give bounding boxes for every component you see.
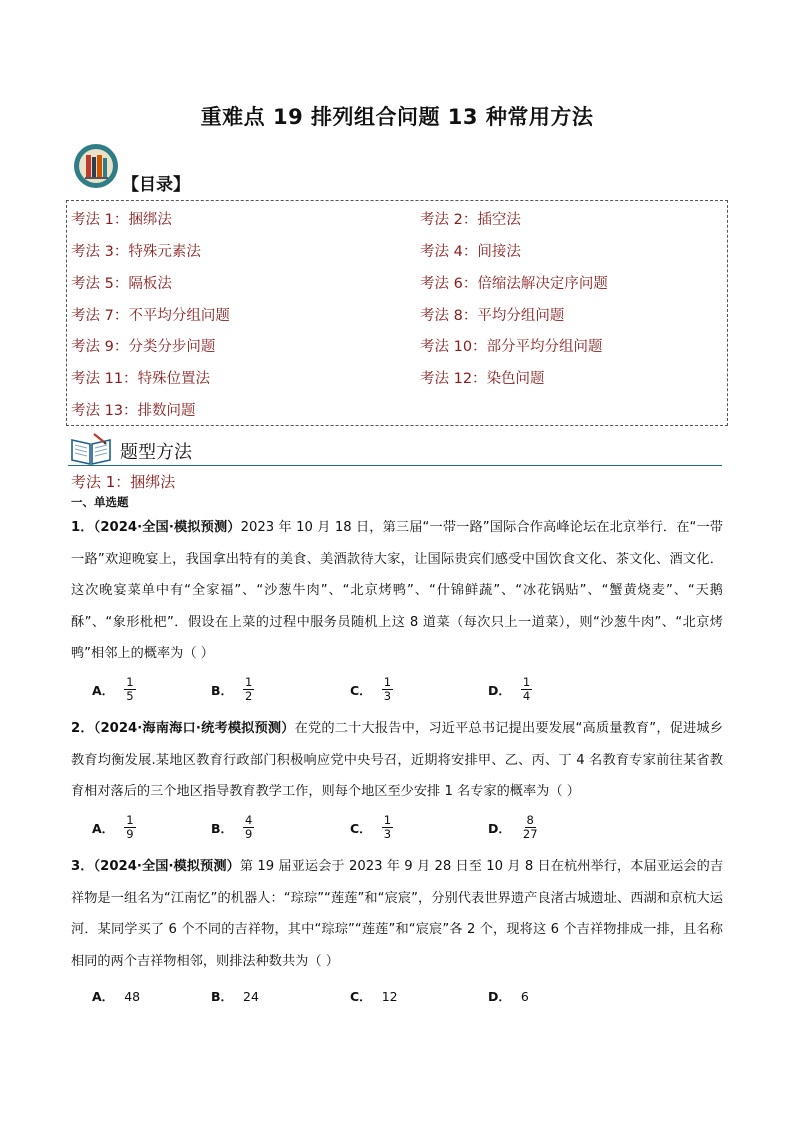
- toc-item-1[interactable]: 考法 1：捆绑法: [71, 212, 172, 228]
- toc-item-10[interactable]: 考法 10：部分平均分组问题: [420, 339, 603, 355]
- toc-item-7[interactable]: 考法 7：不平均分组问题: [71, 308, 230, 324]
- toc-item-11[interactable]: 考法 11：特殊位置法: [71, 371, 211, 387]
- option-d[interactable]: D． $\frac{1}{4}$: [488, 675, 531, 703]
- fraction: $\frac{1}{9}$: [126, 813, 134, 841]
- option-d[interactable]: D． 6: [488, 988, 529, 1004]
- toc-item-12[interactable]: 考法 12：染色问题: [420, 371, 545, 387]
- fraction: $\frac{4}{9}$: [245, 813, 253, 841]
- toc-item-2[interactable]: 考法 2：插空法: [420, 212, 521, 228]
- fraction: $\frac{1}{4}$: [522, 675, 531, 703]
- option-b[interactable]: B． $\frac{1}{2}$: [211, 675, 253, 703]
- toc-item-3[interactable]: 考法 3：特殊元素法: [71, 244, 201, 260]
- toc-item-6[interactable]: 考法 6：倍缩法解决定序问题: [420, 276, 608, 292]
- question-source: （2024·全国·模拟预测）: [93, 520, 241, 535]
- question-text: 2023 年 10 月 18 日，第三届“一带一路”国际合作高峰论坛在北京举行．在“一带一路”欢迎晚宴上，我国拿出特有的美食、美酒款待大家，让国际贵宾们感受中国饮食文化、茶文化、酒文化．这次晚宴菜单中有“全家福”、“沙葱牛肉”、“北京烤鸭”、“什锦鲜蔬”、“冰花锅贴”、“蟹黄烧麦”、“天鹅酥”、“象形枇杷”．假设在上菜的过程中服务员随机上这 8 道菜（每次只上一道菜），则“沙葱牛肉”、“北京烤鸭”相邻上的概率为（ ）: [71, 520, 723, 661]
- page-title: 重难点 19 排列组合问题 13 种常用方法: [200, 105, 594, 129]
- books-icon: [73, 143, 119, 189]
- toc-item-5[interactable]: 考法 5：隔板法: [71, 276, 172, 292]
- option-a[interactable]: A． $\frac{1}{5}$: [92, 675, 134, 703]
- question-2: [71, 713, 723, 808]
- question-source: （2024·全国·模拟预测）: [93, 859, 240, 874]
- options-1: [0, 676, 794, 710]
- method-title: 考法 1：捆绑法: [71, 473, 176, 491]
- option-a[interactable]: A． 48: [92, 988, 141, 1004]
- part-title: 一、单选题: [71, 495, 129, 509]
- question-1: [71, 512, 723, 670]
- toc-label: 【目录】: [122, 175, 190, 195]
- question-number: 1．: [71, 520, 94, 535]
- fraction: $\frac{1}{2}$: [245, 675, 253, 703]
- toc-item-9[interactable]: 考法 9：分类分步问题: [71, 339, 216, 355]
- section-divider: [68, 465, 722, 466]
- question-3: [71, 851, 723, 977]
- open-book-icon: [70, 432, 112, 466]
- options-2: [0, 814, 794, 848]
- options-3: [0, 987, 794, 1007]
- question-number: 3．: [71, 859, 94, 874]
- toc-item-4[interactable]: 考法 4：间接法: [420, 244, 521, 260]
- option-c[interactable]: C． 12: [350, 988, 398, 1004]
- option-b[interactable]: B． $\frac{4}{9}$: [211, 813, 253, 841]
- option-c[interactable]: C． $\frac{1}{3}$: [350, 675, 392, 703]
- fraction: $\frac{1}{5}$: [126, 675, 134, 703]
- option-d[interactable]: D． $\frac{8}{27}$: [488, 813, 538, 841]
- section-label: 题型方法: [120, 442, 192, 463]
- question-text: 第 19 届亚运会于 2023 年 9 月 28 日至 10 月 8 日在杭州举行，本届亚运会的吉祥物是一组名为“江南忆”的机器人：“琮琮”“莲莲”和“宸宸”，分别代表世界遗产良渚古城遗址、西湖和京杭大运河．某同学买了 6 个不同的吉祥物，其中“琮琮”“莲莲”和“宸宸”各 2 个，现将这 6 个吉祥物排成一排，且名称相同的两个吉祥物相邻，则排法种数共为（ ）: [71, 859, 724, 969]
- option-a[interactable]: A． $\frac{1}{9}$: [92, 813, 134, 841]
- toc-item-8[interactable]: 考法 8：平均分组问题: [420, 308, 565, 324]
- question-text: 在党的二十大报告中，习近平总书记提出要发展“高质量教育”，促进城乡教育均衡发展.某地区教育行政部门积极响应党中央号召，近期将安排甲、乙、丙、丁 4 名教育专家前往某省教育相对落后的三个地区指导教育教学工作，则每个地区至少安排 1 名专家的概率为（ ）: [71, 721, 723, 799]
- fraction: $\frac{8}{27}$: [522, 813, 538, 841]
- fraction: $\frac{1}{3}$: [383, 675, 392, 703]
- toc-item-13[interactable]: 考法 13：排数问题: [71, 403, 196, 419]
- option-c[interactable]: C． $\frac{1}{3}$: [350, 813, 392, 841]
- option-b[interactable]: B． 24: [211, 988, 259, 1004]
- question-number: 2．: [71, 721, 94, 736]
- fraction: $\frac{1}{3}$: [383, 813, 392, 841]
- question-source: （2024·海南海口·统考模拟预测）: [93, 721, 295, 736]
